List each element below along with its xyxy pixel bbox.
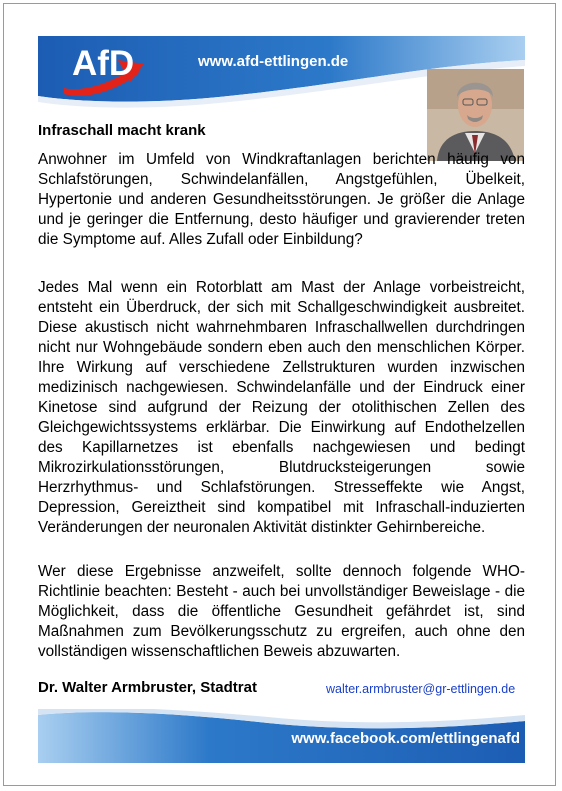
article-paragraph-2: Jedes Mal wenn ein Rotorblatt am Mast der Anlage vorbeistreicht, entsteht ein Überdruck, der sich mit Schallgeschwindigkeit ausbreitet. Diese akustisch nicht wahrnehmbaren Infraschallwellen durchdringen nicht nur Wohngebäude sondern eben auch den menschlichen Körper. Ihre Wirkung auf verschiedene Zellstrukturen wurden inzwischen medizinisch nachgewiesen. Schwindelanfälle und der Eindruck einer Kinetose sind aufgrund der Reizung der otolithischen Zellen des Gleichgewichtssystems erklärbar. Die Einwirkung auf Endothelzellen des Kapillarnetzes ist ebenfalls nachgewiesen und bedingt Mikrozirkulationsstörungen, Blutdrucksteigerungen sowie Herzrhythmus- und Schlafstörungen. Stresseffekte wie Angst, Depression, Gereiztheit sind kompatibel mit Infraschall-induzierten Veränderungen der neuronalen Aktivität distinkter Gehirnbereiche.	[38, 279, 525, 536]
site-url-link[interactable]: www.afd-ettlingen.de	[198, 53, 349, 70]
article-headline: Infraschall macht krank	[38, 122, 206, 139]
facebook-url-link[interactable]: www.facebook.com/ettlingenafd	[291, 730, 520, 747]
logo-text: AfD	[72, 44, 135, 83]
article-paragraph-3: Wer diese Ergebnisse anzweifelt, sollte dennoch folgende WHO-Richtlinie beachten: Besteht - auch bei unvollständiger Beweislage - die Möglichkeit, dass die öffentliche Gesundheit gefährdet ist, sind Maßnahmen zum Bevölkerungsschutz zu ergreifen, auch ohne den vollständigen wissenschaftlichen Beweis abzuwarten.	[38, 563, 525, 660]
article-paragraph-1: Anwohner im Umfeld von Windkraftanlagen berichten häufig von Schlafstörungen, Schwindelanfällen, Angstgefühlen, Übelkeit, Hypertonie und anderen Gesundheitsstörungen. Je größer die Anlage und je geringer die Entfernung, desto häufiger und gravierender treten die Symptome auf. Alles Zufall oder Einbildung?	[38, 151, 525, 248]
author-signature: Dr. Walter Armbruster, Stadtrat	[38, 679, 257, 696]
author-email-link[interactable]: walter.armbruster@gr-ettlingen.de	[326, 682, 516, 696]
author-portrait	[427, 69, 524, 161]
